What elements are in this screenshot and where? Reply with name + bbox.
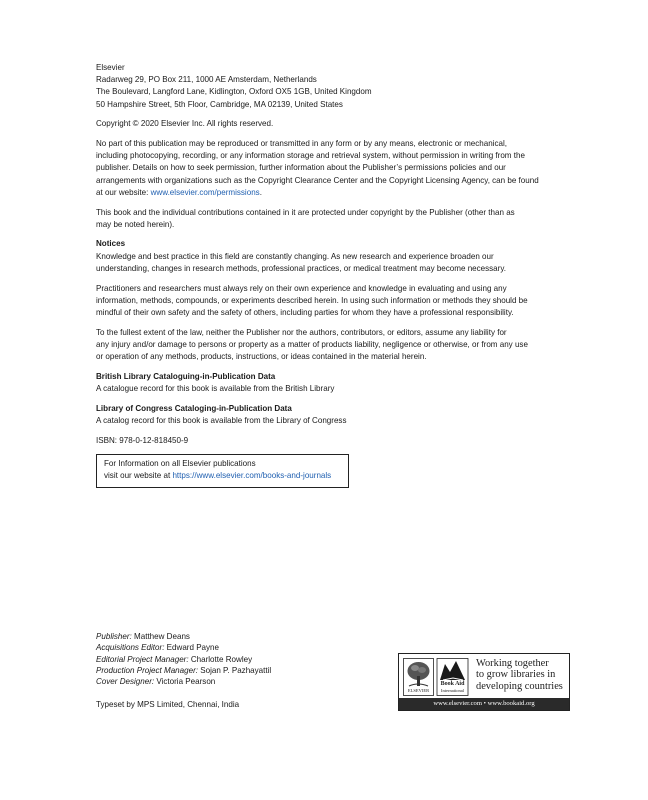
credit-name: Edward Payne — [164, 643, 220, 653]
british-library-heading: British Library Cataloguing-in-Publication Data — [96, 371, 276, 381]
credit-role: Cover Designer: — [96, 677, 155, 687]
isbn: ISBN: 978-0-12-818450-9 — [96, 435, 189, 445]
credit-role: Editorial Project Manager: — [96, 654, 189, 664]
protection-line: may be noted herein). — [96, 219, 175, 229]
library-of-congress-block — [96, 403, 566, 427]
tagline-line: to grow libraries in — [476, 669, 556, 681]
info-box-prefix: visit our website at — [104, 471, 173, 481]
credit-name: Charlotte Rowley — [188, 654, 253, 664]
notices-paragraph-3 — [96, 327, 566, 364]
credit-line — [96, 642, 271, 653]
notices-section — [96, 238, 566, 275]
credit-line — [96, 654, 271, 665]
notices-heading: Notices — [96, 239, 126, 249]
credit-name: Matthew Deans — [131, 632, 190, 641]
credit-name: Sojan P. Pazhayattil — [197, 665, 272, 675]
british-library-block — [96, 371, 566, 395]
production-credits — [96, 631, 271, 687]
notices-line: Knowledge and best practice in this field are constantly changing. As new research and experience broaden our — [96, 251, 494, 261]
tagline-line: Working together — [476, 658, 549, 669]
british-library-text: A catalogue record for this book is available from the British Library — [96, 383, 335, 393]
notices-line: any injury and/or damage to persons or property as a matter of products liability, negligence or otherwise, or from any use — [96, 339, 528, 349]
credit-line — [96, 631, 271, 642]
address-line: Radarweg 29, PO Box 211, 1000 AE Amsterdam, Netherlands — [96, 75, 317, 85]
publisher-block — [96, 62, 566, 111]
publisher-name: Elsevier — [96, 63, 125, 72]
credit-name: Victoria Pearson — [154, 677, 216, 687]
bookaid-footer: www.elsevier.com • www.bookaid.org — [399, 698, 569, 710]
rights-last-suffix: . — [259, 187, 262, 197]
info-box-line: For Information on all Elsevier publications — [104, 459, 256, 469]
bookaid-tagline — [476, 658, 563, 692]
protection-line: This book and the individual contributions contained in it are protected under copyright by the Publisher (other than as — [96, 207, 515, 217]
rights-line: No part of this publication may be reproduced or transmitted in any form or by any means, electronic or mechanical, — [96, 139, 508, 149]
copyright-notice: Copyright © 2020 Elsevier Inc. All rights reserved. — [96, 119, 274, 129]
copyright-page — [96, 62, 566, 488]
credit-role: Publisher: — [96, 632, 132, 641]
notices-line: To the fullest extent of the law, neither the Publisher nor the authors, contributors, or editors, assume any liability for — [96, 327, 507, 337]
notices-line: mindful of their own safety and the safety of others, including parties for whom they have a professional responsibility. — [96, 307, 514, 317]
credit-role: Production Project Manager: — [96, 665, 198, 675]
rights-line: including photocopying, recording, or any information storage and retrieval system, without permission in writing from the — [96, 151, 525, 161]
books-journals-link[interactable]: https://www.elsevier.com/books-and-journals — [172, 471, 332, 481]
library-of-congress-text: A catalog record for this book is available from the Library of Congress — [96, 415, 347, 425]
credit-line — [96, 665, 271, 676]
info-box — [96, 454, 349, 487]
protection-paragraph — [96, 207, 566, 231]
elsevier-logo-label: ELSEVIER — [407, 688, 430, 693]
tagline-line: developing countries — [476, 680, 563, 692]
notices-line: understanding, changes in research methods, professional practices, or medical treatment may become necessary. — [96, 263, 507, 273]
rights-line: arrangements with organizations such as the Copyright Clearance Center and the Copyright Licensing Agency, can be found — [96, 175, 539, 185]
rights-paragraph — [96, 138, 566, 199]
credit-role: Acquisitions Editor: — [96, 643, 165, 653]
permissions-link[interactable]: www.elsevier.com/permissions — [150, 187, 260, 197]
rights-last-prefix: at our website: — [96, 187, 151, 197]
bookaid-banner — [398, 653, 570, 711]
rights-line: publisher. Details on how to seek permission, further information about the Publisher’s permissions policies and our — [96, 163, 506, 173]
notices-line: information, methods, compounds, or experiments described herein. In using such information or methods they should be — [96, 295, 528, 305]
notices-line: or operation of any methods, products, instructions, or ideas contained in the material herein. — [96, 352, 427, 362]
address-line: The Boulevard, Langford Lane, Kidlington, Oxford OX5 1GB, United Kingdom — [96, 87, 372, 97]
notices-line: Practitioners and researchers must always rely on their own experience and knowledge in evaluating and using any — [96, 283, 507, 293]
bookaid-logo-label: Book Aid — [440, 681, 465, 687]
credit-line — [96, 676, 271, 687]
library-of-congress-heading: Library of Congress Cataloging-in-Publication Data — [96, 403, 292, 413]
notices-paragraph-2 — [96, 283, 566, 320]
bookaid-logo-sublabel: International — [441, 688, 464, 693]
typeset-credit: Typeset by MPS Limited, Chennai, India — [96, 700, 240, 709]
address-line: 50 Hampshire Street, 5th Floor, Cambridge, MA 02139, United States — [96, 99, 343, 109]
